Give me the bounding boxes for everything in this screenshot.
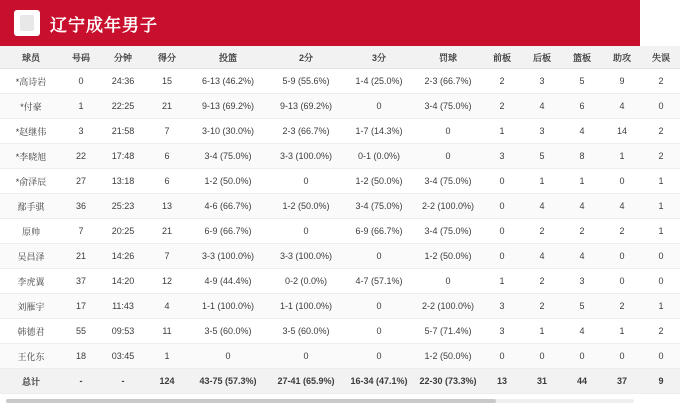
- cell-minutes: 03:45: [100, 344, 146, 369]
- column-header-offensive-rebound[interactable]: 前板: [482, 46, 522, 69]
- cell-rebound: 1: [562, 169, 602, 194]
- cell-minutes: 13:18: [100, 169, 146, 194]
- cell-two-point: 9-13 (69.2%): [268, 94, 344, 119]
- cell-free-throw: 2-2 (100.0%): [414, 194, 482, 219]
- cell-number: 17: [62, 294, 100, 319]
- cell-defensive-rebound: 5: [522, 144, 562, 169]
- cell-turnover: 1: [642, 294, 680, 319]
- column-header-number[interactable]: 号码: [62, 46, 100, 69]
- cell-offensive-rebound: 1: [482, 269, 522, 294]
- cell-free-throw: 5-7 (71.4%): [414, 319, 482, 344]
- cell-defensive-rebound: 3: [522, 119, 562, 144]
- cell-number: 0: [62, 69, 100, 94]
- cell-total-free-throw: 22-30 (73.3%): [414, 369, 482, 394]
- cell-total-points: 124: [146, 369, 188, 394]
- cell-assist: 0: [602, 244, 642, 269]
- cell-minutes: 25:23: [100, 194, 146, 219]
- cell-total-rebound: 44: [562, 369, 602, 394]
- cell-three-point: 1-4 (25.0%): [344, 69, 414, 94]
- cell-rebound: 5: [562, 69, 602, 94]
- cell-free-throw: 1-2 (50.0%): [414, 244, 482, 269]
- cell-points: 1: [146, 344, 188, 369]
- cell-number: 21: [62, 244, 100, 269]
- cell-three-point: 1-2 (50.0%): [344, 169, 414, 194]
- cell-offensive-rebound: 3: [482, 319, 522, 344]
- cell-assist: 14: [602, 119, 642, 144]
- cell-total-fg: 43-75 (57.3%): [188, 369, 268, 394]
- cell-total-turnover: 9: [642, 369, 680, 394]
- cell-assist: 4: [602, 194, 642, 219]
- cell-defensive-rebound: 4: [522, 194, 562, 219]
- cell-minutes: 20:25: [100, 219, 146, 244]
- cell-fg: 4-9 (44.4%): [188, 269, 268, 294]
- cell-number: 55: [62, 319, 100, 344]
- cell-two-point: 1-1 (100.0%): [268, 294, 344, 319]
- box-score-table: [0, 46, 680, 394]
- cell-defensive-rebound: 0: [522, 344, 562, 369]
- cell-points: 13: [146, 194, 188, 219]
- table-body: [0, 69, 680, 394]
- cell-turnover: 0: [642, 269, 680, 294]
- cell-three-point: 1-7 (14.3%): [344, 119, 414, 144]
- cell-two-point: 0-2 (0.0%): [268, 269, 344, 294]
- cell-assist: 4: [602, 94, 642, 119]
- cell-player[interactable]: 刘雁宇: [0, 294, 62, 319]
- cell-free-throw: 3-4 (75.0%): [414, 169, 482, 194]
- cell-two-point: 3-3 (100.0%): [268, 244, 344, 269]
- cell-number: 3: [62, 119, 100, 144]
- column-header-defensive-rebound[interactable]: 后板: [522, 46, 562, 69]
- cell-minutes: 22:25: [100, 94, 146, 119]
- column-header-player[interactable]: 球员: [0, 46, 62, 69]
- cell-free-throw: 2-3 (66.7%): [414, 69, 482, 94]
- cell-turnover: 2: [642, 319, 680, 344]
- cell-offensive-rebound: 0: [482, 194, 522, 219]
- cell-free-throw: 0: [414, 119, 482, 144]
- cell-number: 7: [62, 219, 100, 244]
- cell-rebound: 4: [562, 119, 602, 144]
- team-logo-icon: [14, 10, 40, 36]
- cell-fg: 3-10 (30.0%): [188, 119, 268, 144]
- column-header-fg[interactable]: 投篮: [188, 46, 268, 69]
- cell-assist: 0: [602, 169, 642, 194]
- cell-number: 22: [62, 144, 100, 169]
- scrollbar-area: [0, 396, 640, 406]
- team-header: [0, 0, 640, 46]
- cell-total-number: -: [62, 369, 100, 394]
- cell-rebound: 4: [562, 244, 602, 269]
- cell-rebound: 4: [562, 194, 602, 219]
- cell-number: 36: [62, 194, 100, 219]
- table-row[interactable]: [0, 94, 680, 119]
- cell-rebound: 8: [562, 144, 602, 169]
- cell-turnover: 1: [642, 219, 680, 244]
- cell-points: 12: [146, 269, 188, 294]
- cell-rebound: 5: [562, 294, 602, 319]
- cell-fg: 3-4 (75.0%): [188, 144, 268, 169]
- cell-number: 27: [62, 169, 100, 194]
- cell-minutes: 09:53: [100, 319, 146, 344]
- cell-player[interactable]: 李虎翼: [0, 269, 62, 294]
- cell-turnover: 2: [642, 119, 680, 144]
- cell-defensive-rebound: 2: [522, 219, 562, 244]
- cell-two-point: 0: [268, 344, 344, 369]
- table-row[interactable]: [0, 69, 680, 94]
- cell-assist: 1: [602, 144, 642, 169]
- cell-three-point: 0: [344, 244, 414, 269]
- cell-player[interactable]: *高诗岩: [0, 69, 62, 94]
- cell-points: 15: [146, 69, 188, 94]
- column-header-points[interactable]: 得分: [146, 46, 188, 69]
- cell-two-point: 5-9 (55.6%): [268, 69, 344, 94]
- cell-points: 21: [146, 94, 188, 119]
- cell-player[interactable]: 王化东: [0, 344, 62, 369]
- team-name-title: 辽宁成年男子: [50, 15, 158, 35]
- cell-offensive-rebound: 1: [482, 119, 522, 144]
- cell-defensive-rebound: 2: [522, 269, 562, 294]
- table-row[interactable]: [0, 144, 680, 169]
- box-score-table-wrapper[interactable]: [0, 46, 670, 394]
- cell-number: 37: [62, 269, 100, 294]
- cell-two-point: 0: [268, 169, 344, 194]
- cell-defensive-rebound: 1: [522, 169, 562, 194]
- cell-free-throw: 0: [414, 144, 482, 169]
- cell-offensive-rebound: 3: [482, 294, 522, 319]
- cell-two-point: 1-2 (50.0%): [268, 194, 344, 219]
- cell-assist: 0: [602, 269, 642, 294]
- table-row[interactable]: [0, 319, 680, 344]
- cell-player[interactable]: 原帅: [0, 219, 62, 244]
- column-header-rebound[interactable]: 篮板: [562, 46, 602, 69]
- column-header-three-point[interactable]: 3分: [344, 46, 414, 69]
- cell-two-point: 3-5 (60.0%): [268, 319, 344, 344]
- cell-minutes: 14:26: [100, 244, 146, 269]
- cell-fg: 1-2 (50.0%): [188, 169, 268, 194]
- cell-rebound: 4: [562, 319, 602, 344]
- cell-rebound: 0: [562, 344, 602, 369]
- cell-rebound: 3: [562, 269, 602, 294]
- cell-turnover: 2: [642, 69, 680, 94]
- cell-offensive-rebound: 0: [482, 344, 522, 369]
- table-row[interactable]: [0, 194, 680, 219]
- cell-player[interactable]: 吴昌泽: [0, 244, 62, 269]
- column-header-minutes[interactable]: 分钟: [100, 46, 146, 69]
- cell-three-point: 4-7 (57.1%): [344, 269, 414, 294]
- cell-fg: 3-3 (100.0%): [188, 244, 268, 269]
- cell-minutes: 17:48: [100, 144, 146, 169]
- cell-fg: 9-13 (69.2%): [188, 94, 268, 119]
- cell-points: 6: [146, 144, 188, 169]
- cell-assist: 2: [602, 219, 642, 244]
- table-row[interactable]: [0, 219, 680, 244]
- cell-free-throw: 2-2 (100.0%): [414, 294, 482, 319]
- cell-points: 4: [146, 294, 188, 319]
- cell-minutes: 24:36: [100, 69, 146, 94]
- cell-defensive-rebound: 4: [522, 94, 562, 119]
- cell-total-assist: 37: [602, 369, 642, 394]
- cell-rebound: 6: [562, 94, 602, 119]
- table-header-row: [0, 46, 680, 69]
- cell-offensive-rebound: 2: [482, 94, 522, 119]
- table-row[interactable]: [0, 294, 680, 319]
- column-header-turnover[interactable]: 失误: [642, 46, 680, 69]
- cell-fg: 1-1 (100.0%): [188, 294, 268, 319]
- horizontal-scrollbar-thumb[interactable]: [6, 399, 496, 403]
- cell-total-label: 总计: [0, 369, 62, 394]
- cell-points: 21: [146, 219, 188, 244]
- cell-three-point: 3-4 (75.0%): [344, 194, 414, 219]
- cell-fg: 4-6 (66.7%): [188, 194, 268, 219]
- table-row[interactable]: [0, 269, 680, 294]
- cell-free-throw: 3-4 (75.0%): [414, 94, 482, 119]
- table-total-row: [0, 369, 680, 394]
- cell-minutes: 14:20: [100, 269, 146, 294]
- cell-total-offensive-rebound: 13: [482, 369, 522, 394]
- cell-player[interactable]: *付豪: [0, 94, 62, 119]
- cell-three-point: 0: [344, 294, 414, 319]
- table-row[interactable]: [0, 119, 680, 144]
- cell-total-minutes: -: [100, 369, 146, 394]
- cell-free-throw: 0: [414, 269, 482, 294]
- cell-defensive-rebound: 1: [522, 319, 562, 344]
- cell-fg: 6-9 (66.7%): [188, 219, 268, 244]
- cell-offensive-rebound: 0: [482, 169, 522, 194]
- cell-two-point: 2-3 (66.7%): [268, 119, 344, 144]
- cell-turnover: 1: [642, 194, 680, 219]
- cell-turnover: 0: [642, 244, 680, 269]
- table-row[interactable]: [0, 244, 680, 269]
- cell-defensive-rebound: 4: [522, 244, 562, 269]
- cell-offensive-rebound: 2: [482, 69, 522, 94]
- cell-turnover: 2: [642, 144, 680, 169]
- column-header-two-point[interactable]: 2分: [268, 46, 344, 69]
- cell-minutes: 11:43: [100, 294, 146, 319]
- cell-player[interactable]: *李晓旭: [0, 144, 62, 169]
- cell-turnover: 1: [642, 169, 680, 194]
- table-row[interactable]: [0, 169, 680, 194]
- cell-defensive-rebound: 3: [522, 69, 562, 94]
- cell-offensive-rebound: 0: [482, 244, 522, 269]
- column-header-assist[interactable]: 助攻: [602, 46, 642, 69]
- cell-rebound: 2: [562, 219, 602, 244]
- cell-player[interactable]: 韩德君: [0, 319, 62, 344]
- cell-assist: 2: [602, 294, 642, 319]
- cell-fg: 0: [188, 344, 268, 369]
- table-row[interactable]: [0, 344, 680, 369]
- cell-fg: 6-13 (46.2%): [188, 69, 268, 94]
- cell-free-throw: 3-4 (75.0%): [414, 219, 482, 244]
- cell-turnover: 0: [642, 344, 680, 369]
- cell-fg: 3-5 (60.0%): [188, 319, 268, 344]
- cell-player[interactable]: 鄢手骐: [0, 194, 62, 219]
- cell-total-two-point: 27-41 (65.9%): [268, 369, 344, 394]
- cell-three-point: 0-1 (0.0%): [344, 144, 414, 169]
- cell-minutes: 21:58: [100, 119, 146, 144]
- cell-three-point: 0: [344, 94, 414, 119]
- cell-three-point: 0: [344, 344, 414, 369]
- cell-two-point: 3-3 (100.0%): [268, 144, 344, 169]
- cell-points: 7: [146, 244, 188, 269]
- cell-turnover: 0: [642, 94, 680, 119]
- cell-total-defensive-rebound: 31: [522, 369, 562, 394]
- cell-two-point: 0: [268, 219, 344, 244]
- cell-number: 1: [62, 94, 100, 119]
- cell-points: 6: [146, 169, 188, 194]
- cell-defensive-rebound: 2: [522, 294, 562, 319]
- cell-offensive-rebound: 0: [482, 219, 522, 244]
- cell-total-three-point: 16-34 (47.1%): [344, 369, 414, 394]
- column-header-free-throw[interactable]: 罚球: [414, 46, 482, 69]
- cell-free-throw: 1-2 (50.0%): [414, 344, 482, 369]
- cell-three-point: 0: [344, 319, 414, 344]
- cell-offensive-rebound: 3: [482, 144, 522, 169]
- cell-assist: 9: [602, 69, 642, 94]
- cell-three-point: 6-9 (66.7%): [344, 219, 414, 244]
- cell-assist: 1: [602, 319, 642, 344]
- cell-player[interactable]: *赵继伟: [0, 119, 62, 144]
- cell-number: 18: [62, 344, 100, 369]
- cell-points: 7: [146, 119, 188, 144]
- cell-points: 11: [146, 319, 188, 344]
- cell-assist: 0: [602, 344, 642, 369]
- cell-player[interactable]: *俞泽辰: [0, 169, 62, 194]
